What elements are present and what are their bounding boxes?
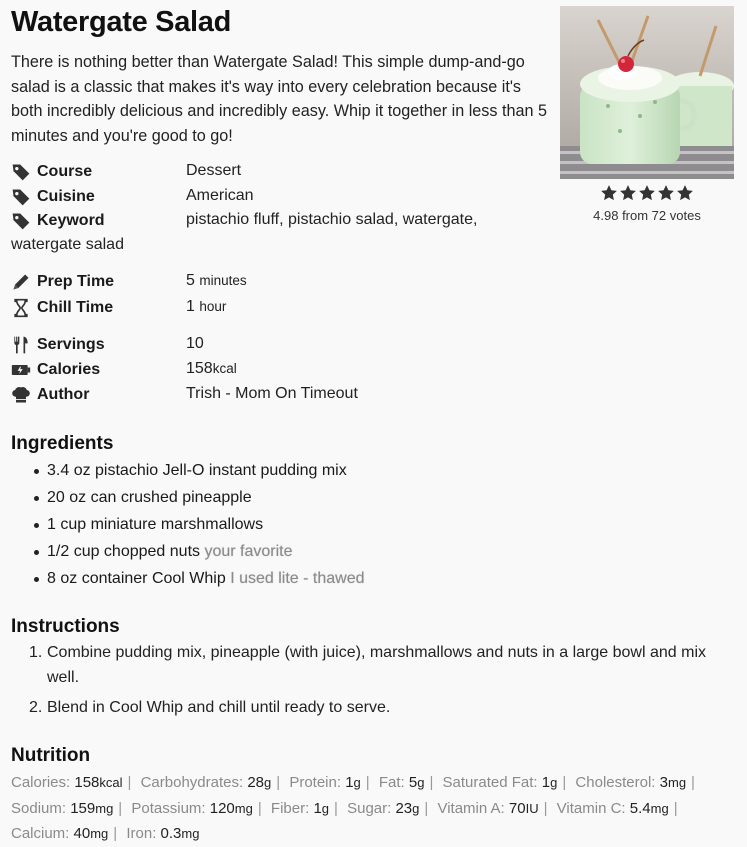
nutrition-unit: g (321, 800, 330, 816)
meta-label: Chill Time (37, 299, 114, 316)
nutrition-value: 3 (659, 774, 668, 791)
meta-label: Cuisine (37, 188, 95, 205)
nutrition-value: 28 (247, 774, 265, 791)
nutrition-label: Fiber: (270, 799, 314, 817)
star-icon[interactable] (600, 184, 618, 202)
meta-prep-time (11, 272, 551, 296)
nutrition-item (437, 800, 538, 817)
nutrition-item (575, 774, 686, 791)
nutrition-value: 120 (209, 799, 235, 817)
nutrition-separator: | (118, 799, 123, 817)
nutrition-separator: | (562, 774, 567, 791)
nutrition-unit: g (417, 775, 425, 790)
star-icon[interactable] (619, 184, 637, 202)
nutrition-label: Calcium: (11, 825, 74, 842)
star-icon[interactable] (676, 184, 694, 202)
ingredient-note: your favorite (204, 543, 293, 560)
recipe-summary: There is nothing better than Watergate Salad! This simple dump-and-go salad is a classic that makes it's way into every celebration because it's both incredibly delicious and incredibly easy. Whip it together in less than 5 minutes and you're good to go! (11, 53, 547, 145)
star-icon[interactable] (638, 184, 656, 202)
step-number: 2. (29, 699, 43, 716)
ingredient-note: I used lite - thawed (230, 570, 365, 587)
nutrition-separator: | (113, 825, 118, 842)
nutrition-unit: g (353, 775, 361, 790)
ingredients-heading: Ingredients (11, 433, 114, 454)
meta-value: American (186, 187, 254, 204)
recipe-rating (560, 184, 734, 223)
nutrition-unit: g (264, 775, 272, 790)
nutrition-facts (11, 770, 741, 847)
nutrition-unit: mg (90, 826, 109, 841)
meta-label: Keyword (37, 212, 105, 229)
star-icon[interactable] (657, 184, 675, 202)
meta-author (11, 385, 551, 409)
nutrition-label: Fat: (378, 774, 409, 791)
meta-label: Calories (37, 361, 101, 378)
nutrition-value: 70 (508, 799, 526, 817)
nutrition-item (11, 774, 123, 791)
nutrition-value: 158 (74, 774, 100, 791)
meta-label: Author (37, 386, 90, 403)
nutrition-label: Iron: (126, 825, 161, 842)
nutrition-item (443, 774, 558, 791)
meta-value: Trish - Mom On Timeout (186, 385, 358, 402)
nutrition-item (11, 825, 108, 842)
nutrition-item (126, 825, 199, 842)
meta-label: Course (37, 163, 93, 180)
nutrition-separator: | (424, 799, 429, 817)
nutrition-separator: | (429, 774, 434, 791)
nutrition-value: 5.4 (629, 799, 651, 817)
meta-value: 5 (186, 272, 195, 289)
nutrition-item (131, 800, 252, 817)
instructions-heading: Instructions (11, 616, 120, 637)
nutrition-label: Vitamin A: (437, 799, 509, 817)
nutrition-separator: | (127, 774, 132, 791)
nutrition-value: 0.3 (160, 825, 182, 842)
nutrition-value: 1 (541, 774, 551, 791)
meta-keyword (11, 211, 551, 235)
nutrition-label: Sodium: (11, 799, 71, 817)
ingredient-item: 20 oz can crushed pineapple (11, 487, 711, 514)
meta-label: Prep Time (37, 273, 115, 290)
pencil-icon (11, 272, 31, 292)
instruction-step: 2. Blend in Cool Whip and chill until ready to serve. (11, 695, 731, 720)
step-number: 1. (29, 644, 43, 661)
nutrition-item (347, 800, 419, 817)
nutrition-unit: mg (667, 775, 687, 790)
hourglass-icon (11, 298, 31, 318)
tag-icon (11, 187, 31, 207)
meta-label: Servings (37, 336, 105, 353)
nutrition-label: Carbohydrates: (140, 774, 248, 791)
nutrition-separator: | (334, 799, 338, 817)
meta-value: pistachio fluff, pistachio salad, watergate, (186, 211, 478, 228)
tag-icon (11, 162, 31, 182)
nutrition-value: 40 (73, 825, 91, 842)
nutrition-unit: IU (525, 800, 539, 816)
ingredient-item: 1/2 cup chopped nuts your favorite (11, 541, 711, 568)
recipe-title: Watergate Salad (11, 6, 232, 38)
nutrition-value: 5 (408, 774, 418, 791)
nutrition-label: Cholesterol: (575, 774, 660, 791)
nutrition-label: Saturated Fat: (442, 774, 542, 791)
ingredient-item: 3.4 oz pistachio Jell-O instant pudding mix (11, 460, 711, 487)
nutrition-label: Calories: (11, 774, 75, 791)
recipe-image (560, 6, 734, 179)
nutrition-separator: | (543, 799, 548, 817)
meta-unit: minutes (199, 273, 247, 288)
rating-summary: 4.98 from 72 votes (593, 208, 701, 223)
meta-unit: kcal (212, 361, 237, 376)
meta-chill-time (11, 298, 551, 322)
meta-servings (11, 335, 551, 359)
nutrition-item (11, 800, 113, 817)
nutrition-unit: mg (95, 800, 114, 816)
nutrition-item (141, 774, 272, 791)
nutrition-unit: g (550, 775, 558, 790)
nutrition-separator: | (691, 774, 695, 791)
ingredients-list (11, 460, 711, 595)
nutrition-separator: | (276, 774, 281, 791)
nutrition-value: 1 (313, 799, 322, 817)
meta-unit: hour (199, 299, 227, 314)
nutrition-label: Sugar: (347, 799, 396, 817)
battery-icon (11, 360, 31, 380)
ingredient-item: 1 cup miniature marshmallows (11, 514, 711, 541)
meta-value: 158 (186, 360, 213, 377)
meta-course (11, 162, 551, 186)
nutrition-value: 23 (395, 799, 413, 817)
nutrition-item (289, 774, 360, 791)
nutrition-value: 159 (70, 799, 96, 817)
ingredient-item: 8 oz container Cool Whip I used lite - thawed (11, 568, 711, 595)
instruction-step: 1. Combine pudding mix, pineapple (with juice), marshmallows and nuts in a large bowl and mix well. (11, 640, 731, 690)
nutrition-heading: Nutrition (11, 745, 91, 766)
chef-hat-icon (11, 385, 31, 405)
nutrition-separator: | (673, 799, 678, 817)
nutrition-item (557, 800, 669, 817)
meta-value: Dessert (186, 162, 242, 179)
meta-calories (11, 360, 551, 384)
nutrition-separator: | (257, 799, 262, 817)
nutrition-label: Protein: (289, 774, 346, 791)
tag-icon (11, 211, 31, 231)
nutrition-unit: kcal (99, 775, 123, 790)
nutrition-separator: | (365, 774, 370, 791)
meta-value: 10 (186, 335, 204, 352)
nutrition-label: Potassium: (131, 799, 210, 817)
nutrition-unit: mg (234, 800, 253, 816)
fork-knife-icon (11, 335, 31, 355)
nutrition-unit: mg (650, 800, 669, 816)
instructions-list (11, 640, 731, 725)
rating-stars[interactable] (560, 184, 734, 202)
nutrition-item (379, 774, 425, 791)
nutrition-unit: g (412, 800, 420, 816)
nutrition-unit: mg (181, 826, 200, 841)
nutrition-label: Vitamin C: (556, 799, 630, 817)
nutrition-item (271, 800, 329, 817)
nutrition-value: 1 (345, 774, 354, 791)
keyword-continued: watergate salad (11, 236, 124, 253)
meta-cuisine (11, 187, 551, 211)
meta-value: 1 (186, 298, 195, 315)
